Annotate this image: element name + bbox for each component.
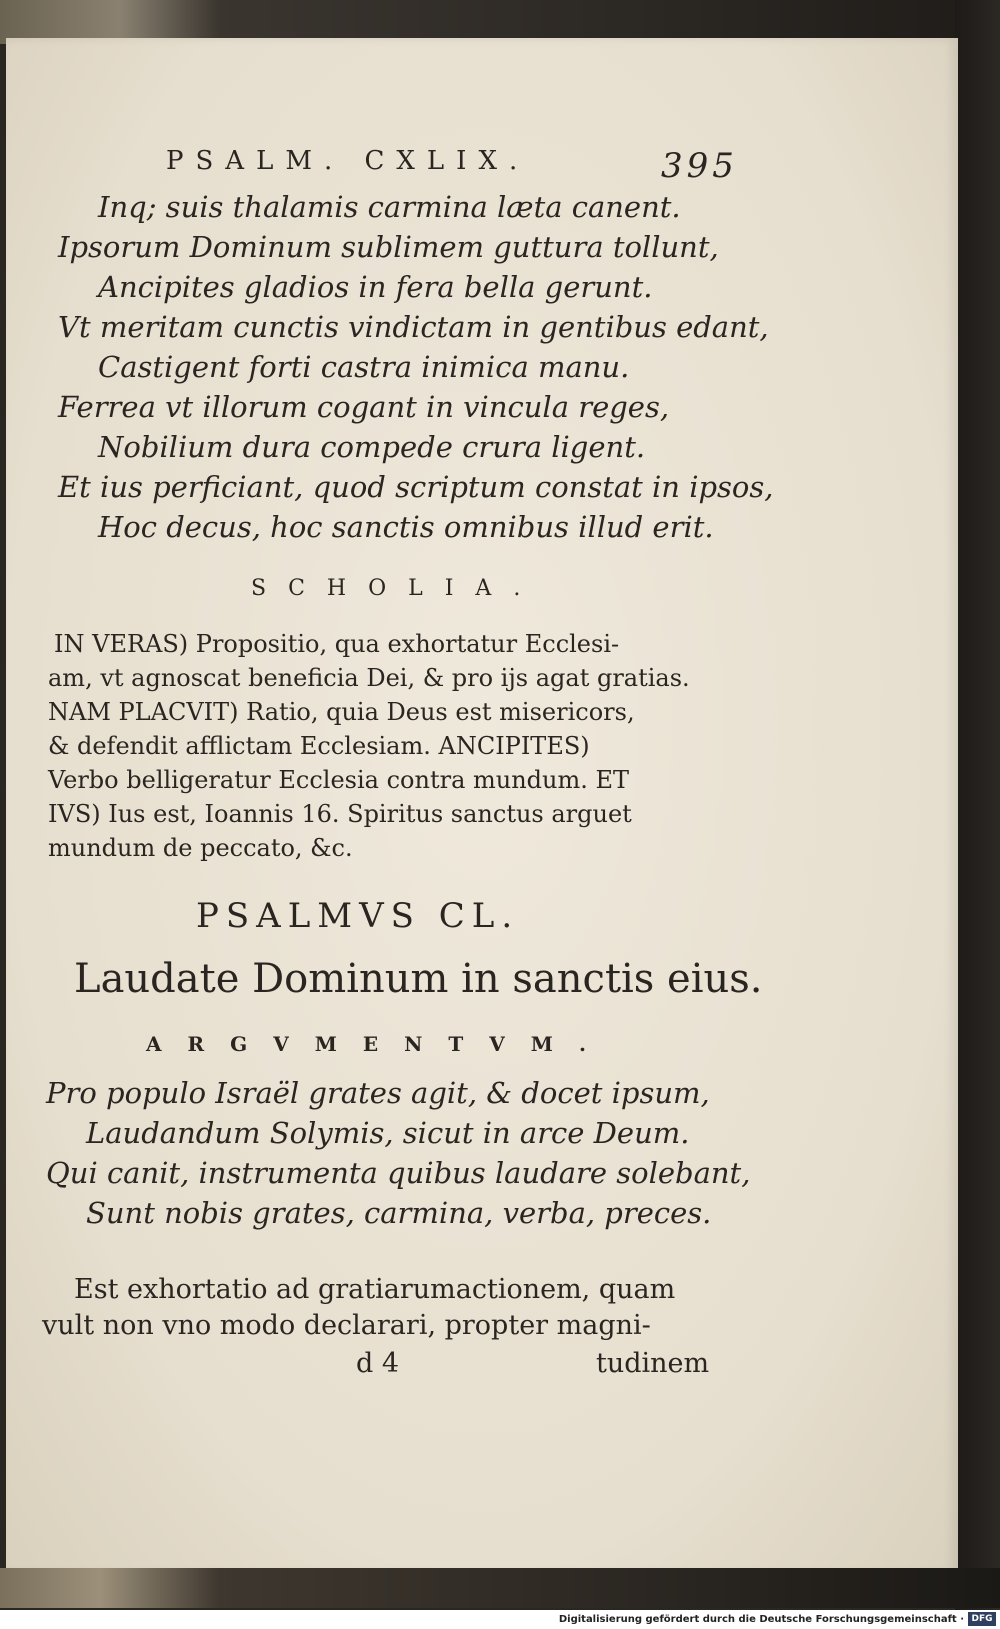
argumentum-verse: Laudandum Solymis, sicut in arce Deum. [86, 1116, 690, 1150]
commentary-line: vult non vno modo declarari, propter magni- [42, 1310, 651, 1341]
scan-bottom-edge [0, 1568, 1000, 1608]
running-head: PSALM. CXLIX. [166, 146, 530, 176]
signature-mark: d 4 [356, 1348, 400, 1379]
scholia-line: IVS) Ius est, Ioannis 16. Spiritus sanctus arguet [48, 800, 632, 828]
scholia-line: NAM PLACVIT) Ratio, quia Deus est misericors, [48, 698, 635, 726]
psalm-incipit: Laudate Dominum in sanctis eius. [74, 956, 763, 1002]
catchword: tudinem [596, 1348, 710, 1379]
verse-line: Ipsorum Dominum sublimem guttura tollunt, [58, 230, 719, 264]
scholia-line: Verbo belligeratur Ecclesia contra mundum. ET [48, 766, 630, 794]
dfg-logo: DFG [968, 1612, 996, 1626]
scholia-line: & defendit afflictam Ecclesiam. ANCIPITES) [48, 732, 590, 760]
verse-line: Vt meritam cunctis vindictam in gentibus edant, [58, 310, 769, 344]
scholia-line: IN VERAS) Propositio, qua exhortatur Ecclesi- [54, 630, 620, 658]
argumentum-verse: Sunt nobis grates, carmina, verba, preces. [86, 1196, 712, 1230]
page-number: 395 [661, 146, 738, 186]
argumentum-heading: ARGVMENTVM. [146, 1032, 612, 1056]
psalm-title: PSALMVS CL. [196, 896, 520, 936]
argumentum-verse: Pro populo Israël grates agit, & docet ipsum, [46, 1076, 710, 1110]
verse-line: Castigent forti castra inimica manu. [98, 350, 630, 384]
scholia-heading: SCHOLIA. [251, 576, 543, 601]
verse-line: Ancipites gladios in fera bella gerunt. [98, 270, 653, 304]
verse-line: Inq; suis thalamis carmina læta canent. [98, 190, 681, 224]
verse-line: Et ius perficiant, quod scriptum constat in ipsos, [58, 470, 774, 504]
verse-line: Nobilium dura compede crura ligent. [98, 430, 646, 464]
argumentum-verse: Qui canit, instrumenta quibus laudare solebant, [46, 1156, 751, 1190]
verse-line: Ferrea vt illorum cogant in vincula reges, [58, 390, 670, 424]
footer-credit: Digitalisierung gefördert durch die Deutsche Forschungsgemeinschaft · [558, 1614, 964, 1625]
commentary-line: Est exhortatio ad gratiarumactionem, quam [74, 1274, 676, 1305]
scholia-line: am, vt agnoscat beneficia Dei, & pro ijs agat gratias. [48, 664, 690, 692]
scholia-line: mundum de peccato, &c. [48, 834, 353, 862]
verse-line: Hoc decus, hoc sanctis omnibus illud erit. [98, 510, 714, 544]
scan-right-edge [955, 0, 1000, 1610]
book-page [6, 38, 958, 1573]
